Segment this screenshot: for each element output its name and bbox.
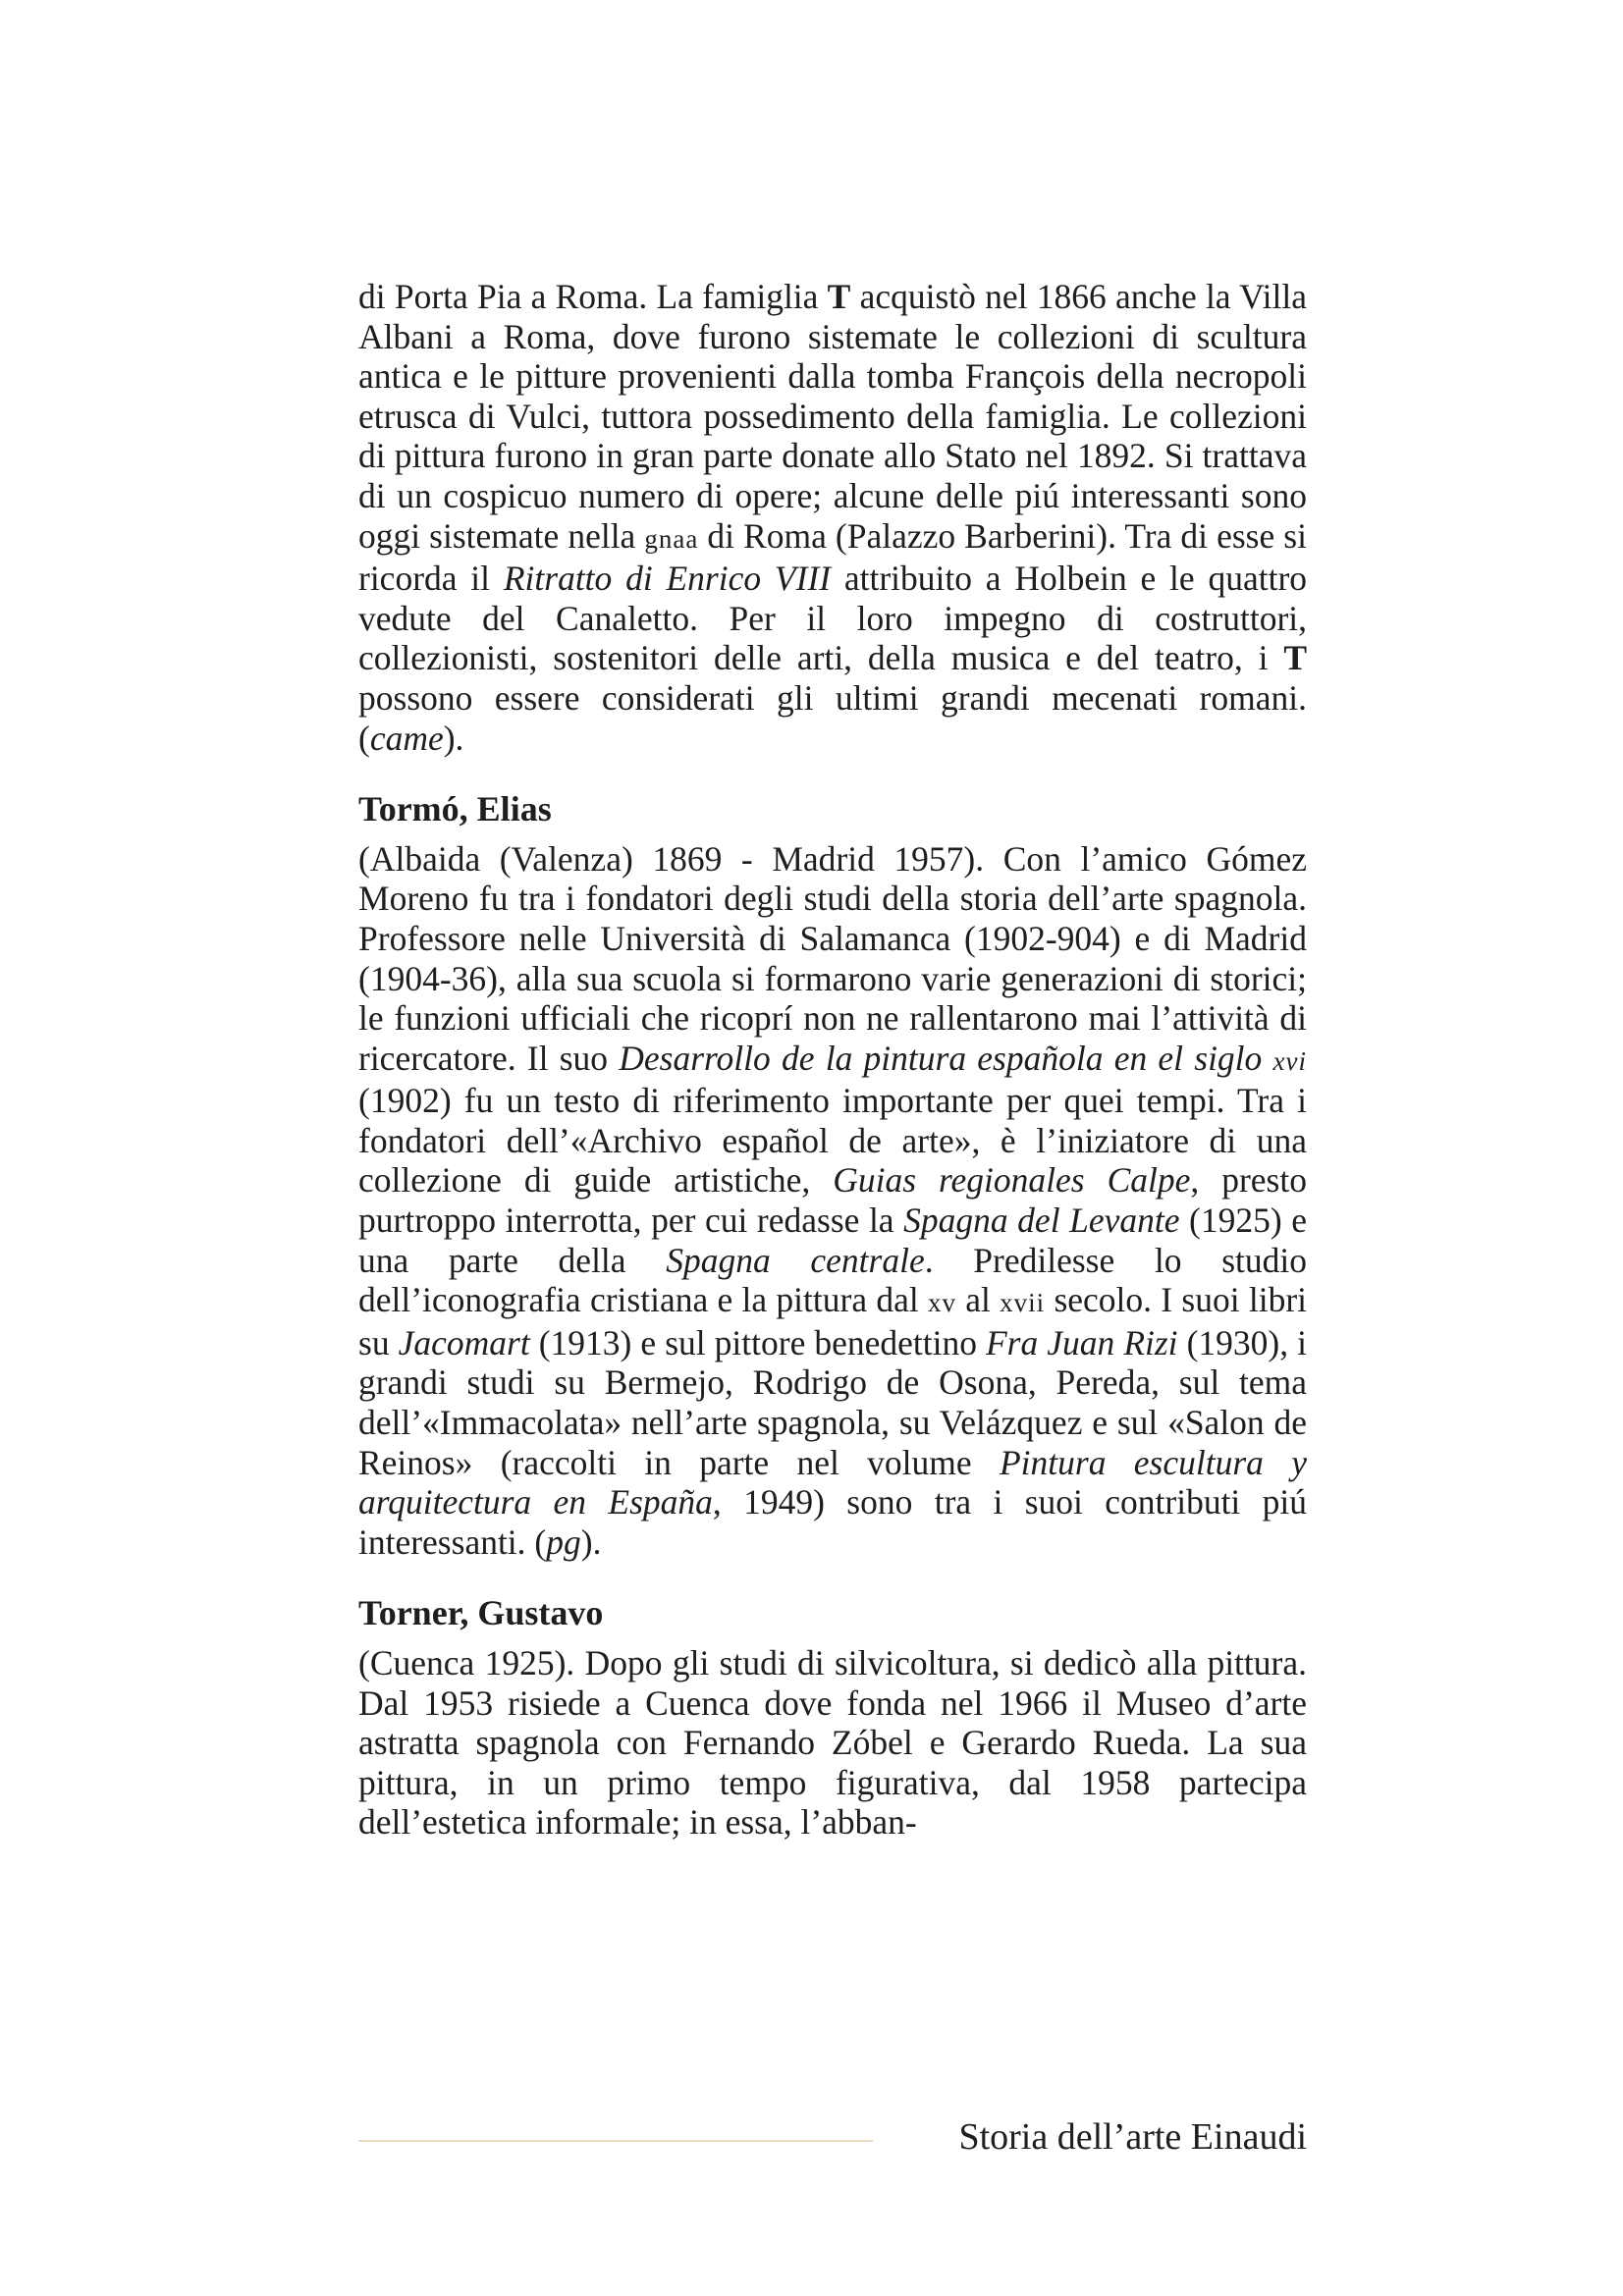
text-run: al [956, 1280, 1001, 1320]
footer-publication-title: Storia dell’arte Einaudi [958, 2116, 1307, 2158]
entry-title-torner: Torner, Gustavo [358, 1593, 604, 1633]
text-run: Fra Juan Rizi [986, 1322, 1178, 1362]
text-run: came [369, 718, 444, 758]
text-run: Spagna centrale [666, 1240, 925, 1280]
text-run: Guias regionales Calpe [833, 1160, 1191, 1201]
text-run: (Cuenca 1925). Dopo gli studi di silvicoltura, si dedicò alla pittura. Dal 1953 risiede a Cuenca dove fonda nel 1966 il Museo d’arte astratta spagnola con Fernando Zóbel e Gerardo Rueda. La sua pittura, in un primo tempo figurativa, dal 1958 partecipa dell’estetica informale; in essa, l’abban- [358, 1643, 1307, 1842]
text-run: Desarrollo de la pintura española en el siglo [619, 1038, 1273, 1078]
text-run: gnaa [644, 523, 699, 554]
entry-title-tormo: Tormó, Elias [358, 789, 552, 829]
text-run: acquistò nel 1866 anche la Villa Albani a Roma, dove furono sistemate le collezioni di scultura antica e le pitture provenienti dalla tomba François della necropoli etrusca di Vulci, tuttora possedimento della famiglia. Le collezioni di pittura furono in gran parte donate allo Stato nel 1892. Si trattava di un cospicuo numero di opere; alcune delle piú interessanti sono oggi sistemate nella [358, 277, 1307, 556]
footer-rule [358, 2140, 873, 2142]
text-run: secolo. I suoi libri su [358, 1280, 1308, 1362]
text-run: . Predilesse lo studio dell’iconografia cristiana e la pittura dal [358, 1240, 1307, 1320]
page-footer [358, 2112, 1307, 2162]
text-run: (1930), i grandi studi su Bermejo, Rodrigo de Osona, Pereda, sul tema dell’«Immacolata» nell’arte spagnola, su Velázquez e sul «Salon de Reinos» (raccolti in parte nel volume [358, 1322, 1307, 1482]
text-run: di Roma (Palazzo Barberini). Tra di esse si ricorda il [358, 515, 1307, 599]
text-run: ). [580, 1522, 602, 1562]
text-run: (Albaida (Valenza) 1869 - Madrid 1957). Con l’amico Gómez Moreno fu tra i fondatori degli studi della storia dell’arte spagnola. Professore nelle Università di Salamanca (1902-904) e di Madrid (1904-36), alla sua scuola si formarono varie generazioni di storici; le funzioni ufficiali che ricoprí non ne rallentarono mai l’attività di ricercatore. Il suo [358, 838, 1307, 1078]
text-run: xvi [1272, 1045, 1307, 1076]
text-run: T [827, 277, 851, 316]
text-run: (1902) fu un testo di riferimento importante per quei tempi. Tra i fondatori dell’«Archivo español de arte», è l’iniziatore di una collezione di guide artistiche, [358, 1081, 1307, 1201]
text-run: xvii [1000, 1288, 1046, 1318]
text-run: T [1283, 638, 1307, 678]
text-run: (1925) e una parte della [358, 1201, 1307, 1280]
text-run: , 1949) sono tra i suoi contributi piú interessanti. ( [358, 1482, 1308, 1562]
text-run: Spagna del Levante [903, 1201, 1180, 1241]
text-run: , presto purtroppo interrotta, per cui redasse la [358, 1160, 1307, 1241]
text-run: Ritratto di Enrico VIII [503, 559, 832, 599]
text-run: di Porta Pia a Roma. La famiglia [358, 277, 828, 316]
page-body [358, 277, 1307, 1842]
text-run: ). [443, 718, 464, 758]
text-run: pg [546, 1522, 581, 1562]
text-run: possono essere considerati gli ultimi grandi mecenati romani. ( [358, 677, 1307, 758]
text-run: attribuito a Holbein e le quattro vedute del Canaletto. Per il loro impegno di costruttori, collezionisti, sostenitori delle arti, della musica e del teatro, i [358, 559, 1308, 678]
entry-2-text [358, 1643, 1307, 1842]
text-run: xv [928, 1288, 956, 1318]
entry-1-text [358, 839, 1307, 1563]
text-run: (1913) e sul pittore benedettino [529, 1322, 986, 1362]
text-run: Pintura escultura y arquitectura en España [358, 1442, 1308, 1522]
text-run: Jacomart [398, 1322, 530, 1362]
entry-0-text [358, 277, 1307, 758]
